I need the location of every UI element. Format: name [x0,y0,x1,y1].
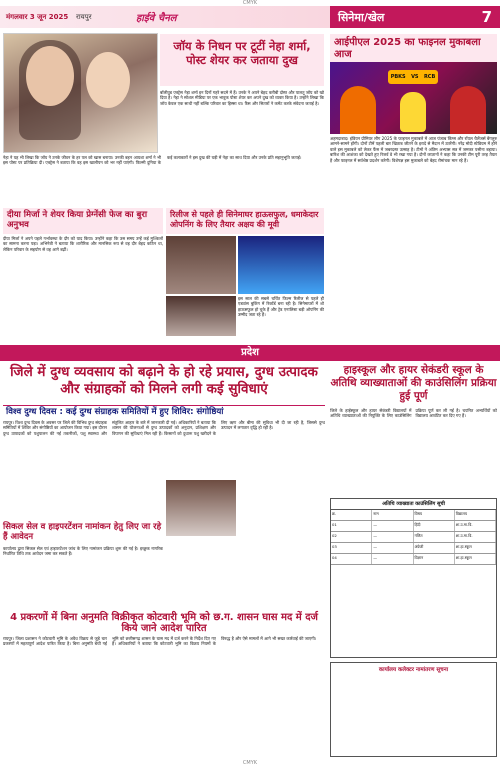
newspaper-brand: हाईवे चैनल [136,13,177,24]
story7-body: जिले के हाईस्कूल और हायर सेकंडरी विद्यालयों में अतिथि व्याख्याताओं की नियुक्ति के लिए काउंसिलिंग प्रक्रिया पूर्ण कर ली गई है। चयनित अभ्यर्थियों को विद्यालय आवंटित कर दिए गए हैं। [330,408,497,419]
story2-headline-box [3,208,163,234]
story8-body: रायपुर। जिला प्रशासन ने कोटवारी भूमि के अवैध विक्रय से जुड़े चार प्रकरणों में महत्वपूर्ण आदेश पारित किया है। बिना अनुमति बेची गई भूमि को छत्तीसगढ़ शासन के घास मद में दर्ज करने के निर्देश दिए गए हैं। अधिकारियों ने बताया कि कोटवारी भूमि का विक्रय नियमों के विरुद्ध है और ऐसे मामलों में आगे भी सख्त कार्रवाई की जाएगी। [3,636,317,647]
story4-body-part2: बारिश की आशंका को देखते हुए रिजर्व डे भी रखा गया है। दोनों कप्तानों ने कहा कि उनकी टीम पूरी तरह तैयार है और फाइनल में सर्वश्रेष्ठ प्रदर्शन करेगी। विशेषज्ञ इस मुकाबले को बेहद रोमांचक मान रहे हैं। [330,152,497,163]
match-score-strip [388,70,438,84]
table-row [331,543,496,554]
story4-headline-box [330,34,497,62]
table-cell: 02 [331,532,372,542]
team2-label: RCB [423,74,436,80]
story8-headline: 4 प्रकरणों में बिना अनुमति विक्रीकृत कोटवारी भूमि को छ.ग. शासन घास मद में दर्ज किये जाने आदेश पारित [10,612,318,634]
section-title: सिनेमा/खेल [338,10,385,24]
table-cell: — [372,554,413,564]
story3-body: इस साल की सबसे चर्चित फिल्म रिलीज से पहले ही एडवांस बुकिंग में रिकॉर्ड बना रही है। सिनेमाघरों में शो हाऊसफुल हो चुके हैं और ट्रेड एनालिस्ट बड़ी ओपनिंग की उम्मीद जता रहे हैं। [238,296,324,318]
story5-strap: विश्व दुग्ध दिवस : कई दुग्ध संग्राहक समितियों में हुए शिविर: संगोष्ठियां [3,405,325,418]
actor-photo [166,296,236,336]
dia-mirza-photo [166,236,236,294]
table-row [331,510,496,521]
table-cell: गणित [414,532,455,542]
dairy-camp-photo [166,480,236,536]
table-cell: विद्यालय [455,510,496,520]
table-row [331,554,496,565]
section-bar-pradesh: प्रदेश [0,345,500,361]
story1-body-continued: नेहा ने यह भी लिखा कि जॉय ने उनके जीवन के हर पल को खास बनाया। उनकी बहन आयशा शर्मा ने भी इस पोस्ट पर प्रतिक्रिया दी। एक्ट्रेस ने बताया कि वह इस खालीपन को भर नहीं पाएंगी। फिल्मी दुनिया के कई कलाकारों ने इस दुख की घड़ी में नेहा का साथ दिया और उनके प्रति सहानुभूति जताई। [3,155,302,166]
table-cell: — [372,521,413,531]
table-cell: विज्ञान [414,554,455,564]
table-cell: — [372,543,413,553]
table-cell: 04 [331,554,372,564]
table-cell: — [372,532,413,542]
page-number: 7 [481,8,492,26]
story4-body [330,136,497,336]
collector-notice [330,662,497,757]
story2-body: दीया मिर्जा ने अपने पहले गर्भावस्था के दौर को याद किया। उन्होंने कहा कि उस समय उन्हें कई मुश्किलों का सामना करना पड़ा। अभिनेत्री ने बताया कि शारीरिक और मानसिक रूप से वह दौर बेहद कठिन था, लेकिन परिवार के सहयोग से वह आगे बढ़ीं। [3,236,163,252]
trophy-icon [400,92,426,132]
story7-headline: हाइस्कूल और हायर सेकंडरी स्कूल के अतिथि व्याख्याताओं की काउंसिलिंग प्रक्रिया हुई पूर्ण [330,364,497,402]
table-cell: क्र. [331,510,372,520]
story4-headline: आईपीएल 2025 का फाइनल मुकाबला आज [334,37,481,60]
team1-label: PBKS [390,74,406,80]
story6-body: कार्यालय द्वारा सिकल सेल एवं हाइपरटेंशन जांच के लिए नामांकन प्रक्रिया शुरू की गई है। इच्छुक नागरिक निर्धारित तिथि तक आवेदन जमा कर सकते हैं। [3,546,163,557]
story3-headline-box [166,208,324,234]
pbks-captain-figure [340,86,376,134]
movie-poster-photo [238,236,324,294]
table-cell: हिंदी [414,521,455,531]
table-cell: विषय [414,510,455,520]
story6-headline: सिकल सेल व हाइपरटेंशन नामांकन हेतु लिए जा रहे हैं आवेदन [3,522,162,542]
table-row [331,521,496,532]
table-cell: शा.हा.स्कूल [455,554,496,564]
neha-sharma-photo [3,33,158,153]
story2-headline: दीया मिर्जा ने शेयर किया प्रेग्नेंसी फेज का बुरा अनुभव [7,210,148,230]
edition-city: रायपुर [76,12,92,21]
table-cell: शा.उ.मा.वि. [455,521,496,531]
table-cell: नाम [372,510,413,520]
table-cell: 01 [331,521,372,531]
table-row [331,532,496,543]
notice-title: कार्यालय कलेक्टर नामांतरण सूचना [378,667,449,673]
counselling-table [330,498,497,658]
story4-body-part1: अहमदाबाद। इंडियन प्रीमियर लीग 2025 के फाइनल मुकाबले में आज पंजाब किंग्स और रॉयल चैलेंजर्स बेंगलुरु आमने-सामने होंगी। दोनों टीमें पहली बार खिताब जीतने के इरादे से मैदान में उतरेंगी। नरेंद्र मोदी स्टेडियम में होने वाले इस मुकाबले को लेकर फैंस में जबरदस्त उत्साह है। टीमों ने अंतिम अभ्यास सत्र में जमकर पसीना बहाया। [330,136,497,152]
ipl-final-photo [330,62,497,134]
section-banner [330,6,500,28]
table-rows [331,510,496,565]
rcb-captain-figure [450,86,486,134]
table-cell: शा.उ.मा.वि. [455,532,496,542]
table-title: अतिथि व्याख्याता काउंसिलिंग सूची [331,499,496,510]
story1-headline: जॉय के निधन पर टूटीं नेहा शर्मा, पोस्ट शेयर कर जताया दुख [160,34,324,86]
versus-label: VS [411,74,419,80]
table-cell: शा.हा.स्कूल [455,543,496,553]
issue-date: मंगलवार 3 जून 2025 [6,12,69,21]
table-cell: 03 [331,543,372,553]
story3-headline: रिलीज से पहले ही सिनेमाघर हाऊसफुल, धमाकेदार ओपनिंग के लिए तैयार अक्षय की मूवी [170,210,319,229]
header-left-strip [0,6,330,28]
page-header [0,6,500,28]
story1-body: बॉलीवुड एक्ट्रेस नेहा शर्मा इन दिनों गहरे सदमे में हैं। उनके ने अपने बेहद करीबी दोस्त और पालतू जॉय को खो दिया है। नेहा ने सोशल मीडिया पर एक भावुक पोस्ट शेयर कर अपने दुख को व्यक्त किया है। उन्होंने लिखा कि जॉय केवल एक साथी नहीं बल्कि परिवार का हिस्सा था। फैंस और सितारों ने कमेंट करके संवेदना जताई है। [160,90,324,106]
table-cell: अंग्रेजी [414,543,455,553]
story5-headline: जिले में दुग्ध व्यवसाय को बढ़ाने के हो रहे प्रयास, दुग्ध उत्पादक और संग्राहकों को मिलने लगी कई सुविधाएं [10,364,318,397]
story5-body: रायपुर। विश्व दुग्ध दिवस के अवसर पर जिले की विभिन्न दुग्ध संग्राहक समितियों में शिविर और संगोष्ठियों का आयोजन किया गया। इस दौरान दुग्ध उत्पादकों को पशुपालन की नई तकनीकों, पशु स्वास्थ्य और संतुलित आहार के बारे में जानकारी दी गई। अधिकारियों ने बताया कि शासन की योजनाओं से दुग्ध उत्पादकों को अनुदान, प्रशिक्षण और विपणन की सुविधाएं मिल रही हैं। किसानों को दुधारू पशु खरीदने के लिए ऋण और बीमा की सुविधा भी दी जा रही है, जिससे दुग्ध उत्पादन में लगातार वृद्धि हो रही है। [3,420,325,436]
footer-registration-label: CMYK [242,760,258,766]
color-registration-label: CMYK [242,0,258,6]
